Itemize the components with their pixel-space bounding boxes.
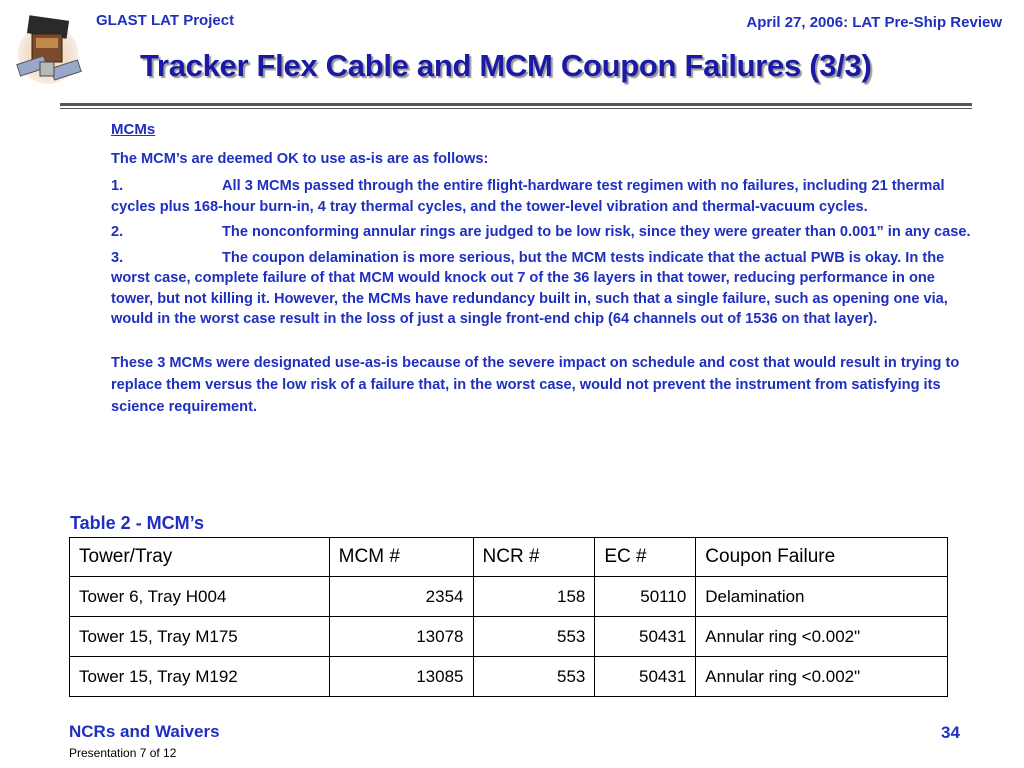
table-cell: Tower 6, Tray H004 [70, 577, 330, 617]
column-header: Coupon Failure [696, 538, 948, 577]
list-item-text: The nonconforming annular rings are judged to be low risk, since they were greater than 0.001” in any case. [222, 224, 971, 240]
table-cell: Tower 15, Tray M192 [70, 657, 330, 697]
list-item [111, 176, 977, 217]
column-header: NCR # [473, 538, 595, 577]
list-item [111, 222, 977, 243]
table-cell: 50431 [595, 657, 696, 697]
list-item-number: 1. [111, 178, 124, 194]
table-cell: 50110 [595, 577, 696, 617]
footer-section: NCRs and Waivers [69, 722, 220, 741]
intro-text: The MCM’s are deemed OK to use as-is are as follows: [111, 150, 489, 167]
mcm-table [69, 537, 948, 697]
conclusion-text: These 3 MCMs were designated use-as-is because of the severe impact on schedule and cost that would result in trying to replace them versus the low risk of a failure that, in the worst case, would not prevent the instrument from satisfying its science requirement. [111, 354, 960, 415]
title-divider-thin [60, 108, 972, 109]
table-header-row [70, 538, 948, 577]
table-row [70, 657, 948, 697]
table-cell: Delamination [696, 577, 948, 617]
table-cell: Annular ring <0.002" [696, 617, 948, 657]
section-heading: MCMs [111, 121, 156, 138]
table-row [70, 577, 948, 617]
list-item-text: The coupon delamination is more serious, but the MCM tests indicate that the actual PWB is okay. In the worst case, complete failure of that MCM would knock out 7 of the 36 layers in that tower, reducing performance in one tower, but not killing it. However, the MCMs have redundancy built in, such that a single failure, such as opening one via, would in the worst case result in the loss of just a single front-end chip (64 channels out of 1536 on that layer). [111, 249, 948, 327]
footer-presentation: Presentation 7 of 12 [69, 746, 177, 760]
slide-title: Tracker Flex Cable and MCM Coupon Failures (3/3) [140, 48, 872, 83]
table-cell: Annular ring <0.002" [696, 657, 948, 697]
table-cell: 2354 [329, 577, 473, 617]
event-date: April 27, 2006: LAT Pre-Ship Review [746, 14, 1002, 31]
table-cell: 553 [473, 617, 595, 657]
table-cell: Tower 15, Tray M175 [70, 617, 330, 657]
list-item-number: 2. [111, 224, 124, 240]
table-caption: Table 2 - MCM’s [70, 513, 205, 533]
table-cell: 13085 [329, 657, 473, 697]
table-cell: 158 [473, 577, 595, 617]
project-name: GLAST LAT Project [96, 12, 235, 29]
body-text [111, 120, 977, 418]
page-number: 34 [941, 723, 960, 742]
column-header: MCM # [329, 538, 473, 577]
table-row [70, 617, 948, 657]
column-header: Tower/Tray [70, 538, 330, 577]
glast-satellite-logo [14, 14, 84, 90]
column-header: EC # [595, 538, 696, 577]
title-divider [60, 103, 972, 106]
list-item-text: All 3 MCMs passed through the entire flight-hardware test regimen with no failures, including 21 thermal cycles plus 168-hour burn-in, 4 tray thermal cycles, and the tower-level vibration and thermal-vacuum cycles. [111, 178, 945, 215]
list-item-number: 3. [111, 249, 124, 266]
table-cell: 50431 [595, 617, 696, 657]
table-cell: 553 [473, 657, 595, 697]
list-item [111, 248, 977, 330]
table-cell: 13078 [329, 617, 473, 657]
